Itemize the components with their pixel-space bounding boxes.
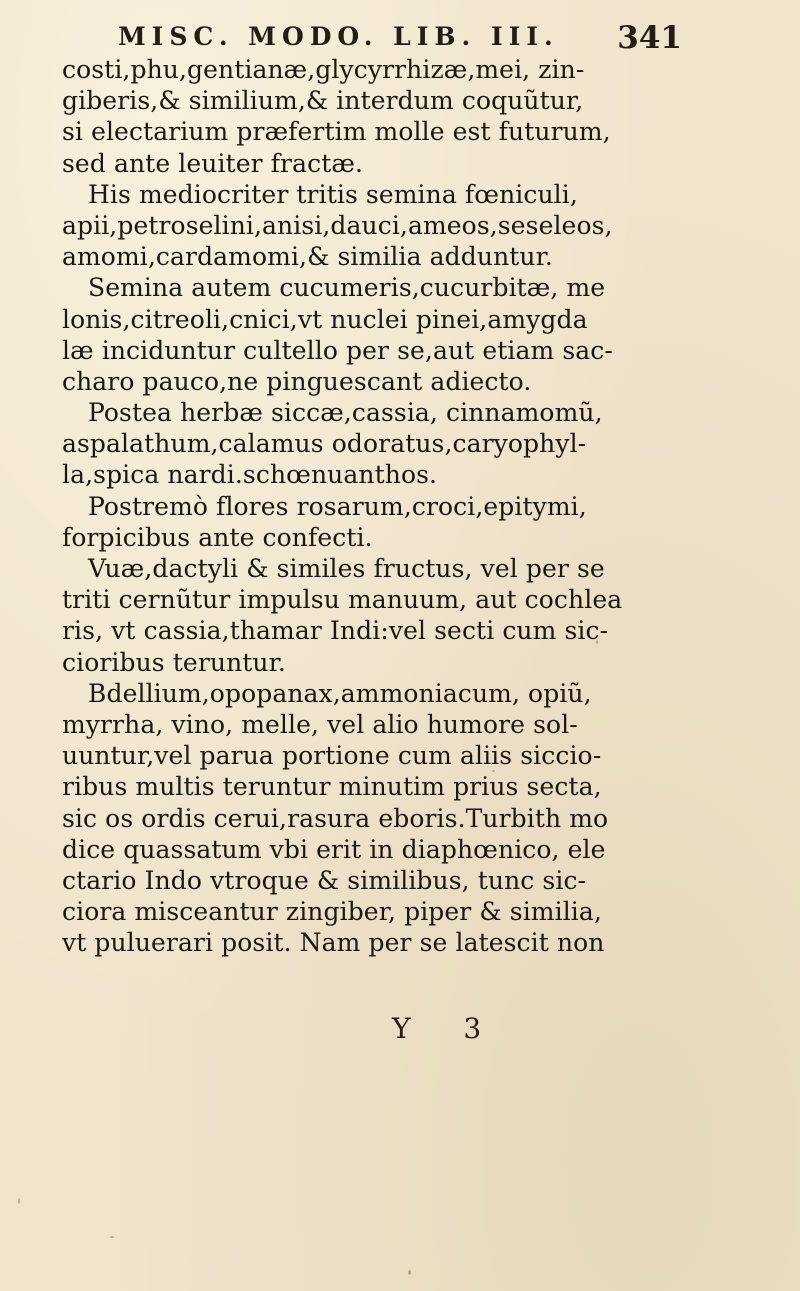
paper-speck (492, 770, 495, 772)
paper-speck (596, 640, 598, 644)
text-line: Postea herbæ siccæ,cassia, cinnamomũ, (88, 398, 603, 428)
paper-speck (408, 1270, 411, 1275)
text-line: apii,petroselini,anisi,dauci,ameos,seseleos, (62, 210, 613, 240)
text-line: costi,phu,gentianæ,glycyrrhizæ,mei, zin- (62, 55, 585, 84)
text-line: Semina autem cucumeris,cucurbitæ, me (88, 273, 606, 303)
text-line: forpicibus ante confecti. (62, 522, 373, 552)
text-line: amomi,cardamomi,& similia adduntur. (62, 242, 553, 272)
text-line: uuntur,vel parua portione cum aliis siccio- (62, 741, 602, 771)
text-line: læ inciduntur cultello per se,aut etiam sac- (62, 335, 613, 365)
text-line: lonis,citreoli,cnici,vt nuclei pinei,amygda (62, 304, 588, 334)
text-line: charo pauco,ne pinguescant adiecto. (62, 366, 532, 396)
body-text (62, 54, 674, 958)
text-line: myrrha, vino, melle, vel alio humore sol- (62, 709, 578, 739)
text-line: cioribus teruntur. (62, 647, 286, 677)
paper-speck (18, 1198, 20, 1204)
paper-speck (442, 630, 445, 633)
signature-mark: Y 3 (392, 1012, 504, 1045)
text-line: ctario Indo vtroque & similibus, tunc sic- (62, 865, 587, 895)
page-number: 341 (617, 20, 682, 56)
text-line: triti cernũtur impulsu manuum, aut cochlea (62, 585, 623, 615)
text-line: dice quassatum vbi erit in diaphœnico, ele (62, 834, 606, 864)
text-line: Postremò flores rosarum,croci,epitymi, (88, 491, 587, 521)
text-line: ribus multis teruntur minutim prius secta, (62, 772, 602, 802)
text-line: Vuæ,dactyli & similes fructus, vel per se (88, 554, 605, 583)
text-line: vt puluerari posit. Nam per se latescit non (62, 928, 605, 958)
paper-speck (110, 1236, 114, 1238)
text-line: si electarium præfertim molle est futurum, (62, 117, 611, 147)
text-line: giberis,& similium,& interdum coquũtur, (62, 86, 584, 116)
running-head: MISC. MODO. LIB. III. (118, 22, 559, 51)
text-line: aspalathum,calamus odoratus,caryophyl- (62, 429, 587, 459)
text-line: ciora misceantur zingiber, piper & similia, (62, 897, 602, 927)
text-line: sed ante leuiter fractæ. (62, 148, 363, 178)
text-line: la,spica nardi.schœnuanthos. (62, 460, 438, 490)
text-line: sic os ordis cerui,rasura eboris.Turbith mo (62, 803, 609, 833)
page-header (118, 20, 682, 56)
text-line: Bdellium,opopanax,ammoniacum, opiũ, (88, 678, 592, 708)
text-line: His mediocriter tritis semina fœniculi, (88, 179, 578, 209)
text-line: ris, vt cassia,thamar Indi:vel secti cum sic- (62, 616, 609, 646)
